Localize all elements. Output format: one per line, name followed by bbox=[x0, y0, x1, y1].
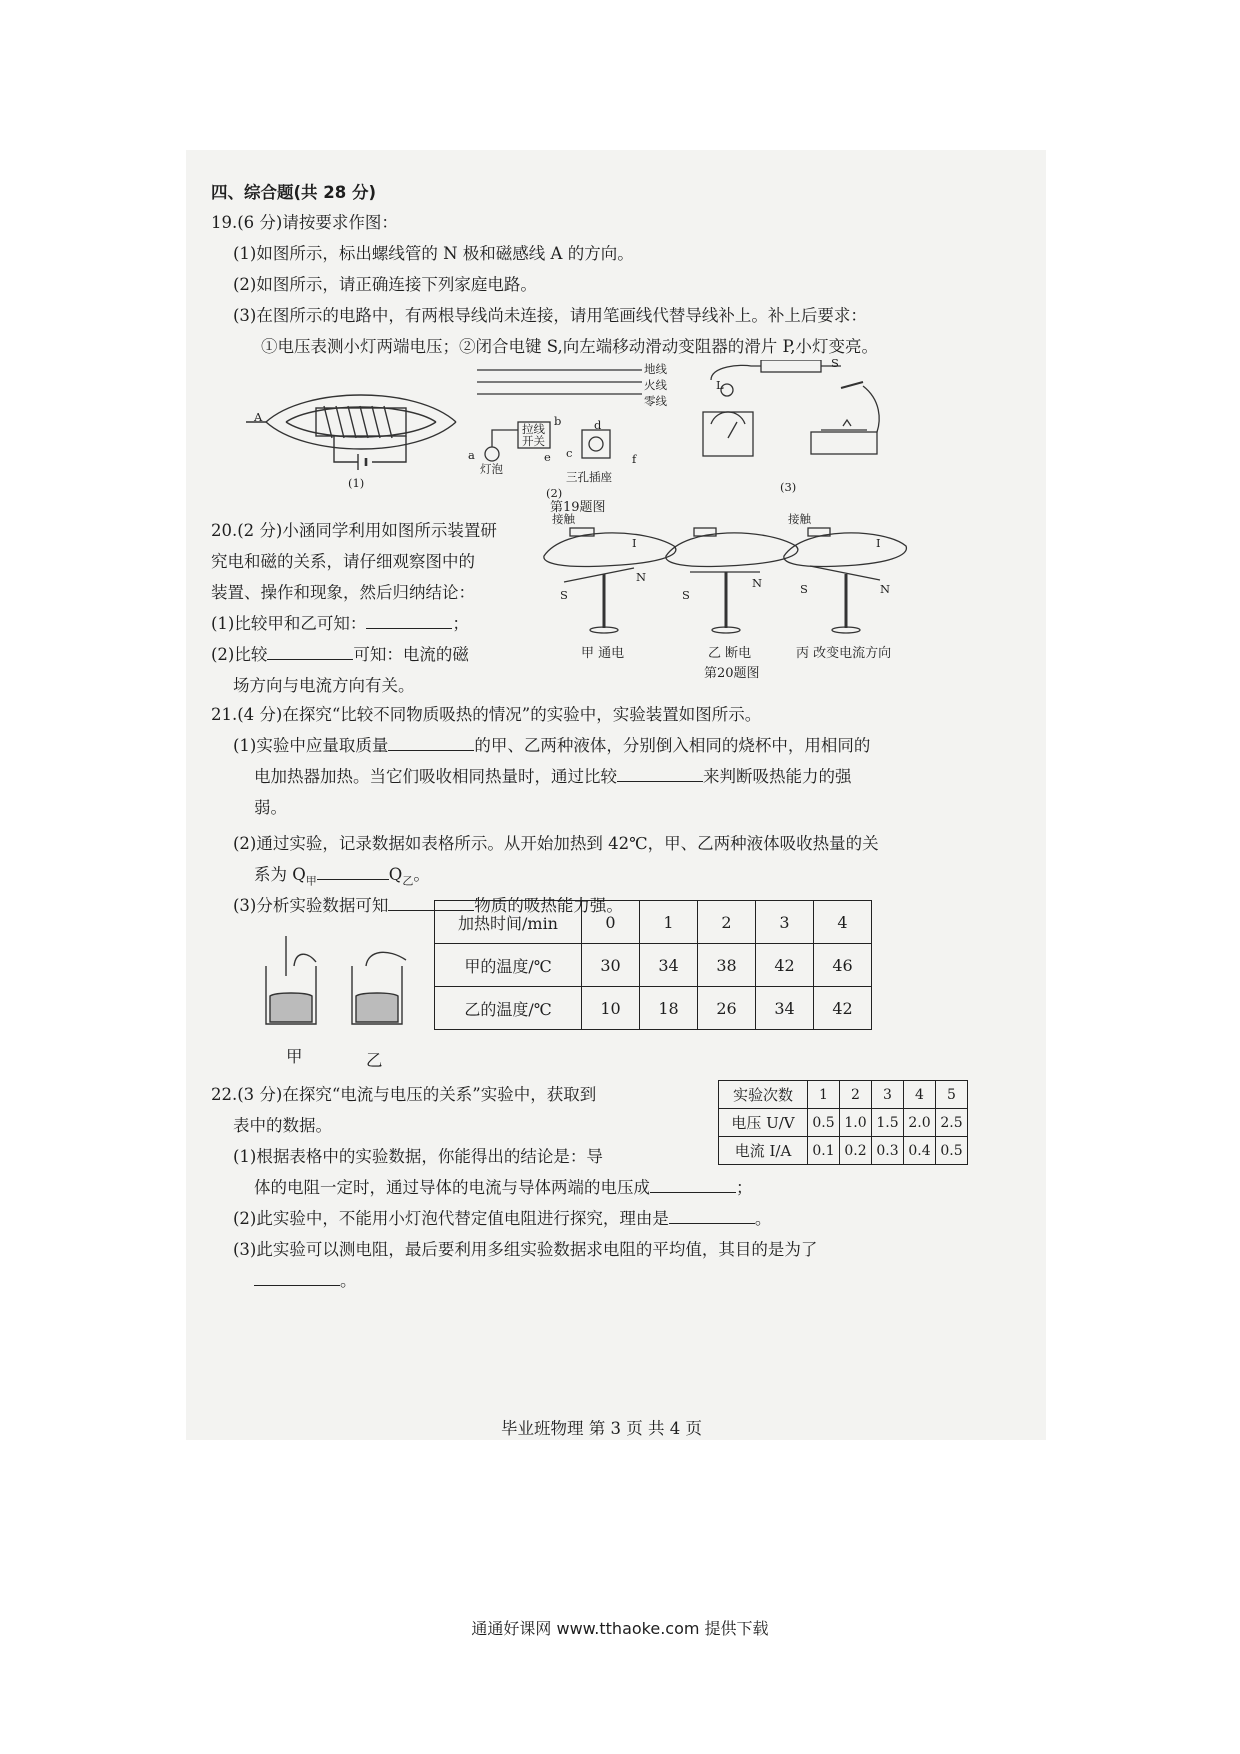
fig19-2-sub: (2) bbox=[546, 486, 563, 500]
q20-part2 bbox=[211, 644, 469, 666]
fig20-S-2: S bbox=[682, 588, 690, 602]
current-voltage-table bbox=[718, 1080, 968, 1165]
q22-line1: 22.(3 分)在探究“电流与电压的关系”实验中，获取到 bbox=[211, 1085, 597, 1104]
q21-part2-text-b: Q bbox=[388, 865, 403, 884]
q19-part3: (3)在图所示的电路中，有两根导线尚未连接，请用笔画线代替导线补上。补上后要求： bbox=[233, 306, 867, 325]
fig19-2-point-e: e bbox=[544, 450, 551, 464]
fig19-2-neutral-wire: 零线 bbox=[644, 394, 667, 408]
q21-answer-blank-1[interactable] bbox=[388, 735, 474, 751]
q22-line5-end: 。 bbox=[754, 1209, 772, 1228]
table-cell: 42 bbox=[814, 987, 872, 1030]
table-cell: 4 bbox=[904, 1081, 936, 1109]
fig20-S-1: S bbox=[560, 588, 568, 602]
q21-answer-blank-2[interactable] bbox=[617, 766, 703, 782]
fig19-1-sub: (1) bbox=[348, 476, 365, 490]
table-cell: 甲的温度/℃ bbox=[435, 944, 582, 987]
heating-data-table bbox=[434, 900, 872, 1030]
table-cell: 38 bbox=[698, 944, 756, 987]
q21-part2-text-c: 。 bbox=[413, 865, 430, 884]
q22-line6: (3)此实验可以测电阻，最后要利用多组实验数据求电阻的平均值，其目的是为了 bbox=[233, 1240, 818, 1259]
table-cell: 46 bbox=[814, 944, 872, 987]
page-footer: 毕业班物理 第 3 页 共 4 页 bbox=[501, 1419, 702, 1438]
fig19-1-label-A: A bbox=[254, 410, 263, 424]
solenoid-figure bbox=[246, 376, 476, 486]
q21-part2-sub-jia: 甲 bbox=[305, 874, 317, 888]
table-cell: 2.0 bbox=[904, 1109, 936, 1137]
fig20-bing-label: 丙 改变电流方向 bbox=[796, 646, 892, 661]
table-cell: 1 bbox=[640, 901, 698, 944]
beaker-jia-label: 甲 bbox=[286, 1047, 303, 1066]
q21-part1-text-c: 电加热器加热。当它们吸收相同热量时，通过比较 bbox=[254, 767, 617, 786]
fig20-current-I-2: I bbox=[876, 536, 881, 550]
table-cell: 电压 U/V bbox=[719, 1109, 808, 1137]
fig20-N-2: N bbox=[752, 576, 763, 590]
table-cell: 乙的温度/℃ bbox=[435, 987, 582, 1030]
table-cell: 0.2 bbox=[840, 1137, 872, 1165]
table-cell: 3 bbox=[872, 1081, 904, 1109]
table-cell: 实验次数 bbox=[719, 1081, 808, 1109]
q19-part3-requirements: ①电压表测小灯两端电压；②闭合电键 S,向左端移动滑动变阻器的滑片 P,小灯变亮。 bbox=[261, 337, 878, 356]
q21-part1-line3: 弱。 bbox=[254, 798, 287, 817]
q20-line1: 20.(2 分)小涵同学利用如图所示装置研 bbox=[211, 521, 497, 540]
fig19-2-point-c: c bbox=[566, 446, 573, 460]
q20-line3: 装置、操作和现象，然后归纳结论： bbox=[211, 583, 475, 602]
q21-part1-text-a: (1)实验中应量取质量 bbox=[233, 736, 389, 755]
table-cell: 0.3 bbox=[872, 1137, 904, 1165]
q21-part2-line2 bbox=[254, 864, 430, 892]
fig20-contact-1: 接触 bbox=[552, 512, 575, 526]
q22-line7-end: 。 bbox=[340, 1271, 357, 1290]
q22-answer-blank-1[interactable] bbox=[650, 1177, 736, 1193]
q20-part2-text-b: 可知：电流的磁 bbox=[353, 645, 469, 664]
table-cell: 1.0 bbox=[840, 1109, 872, 1137]
table-cell: 0.4 bbox=[904, 1137, 936, 1165]
fig19-3-switch-S: S bbox=[831, 356, 839, 370]
table-cell: 2.5 bbox=[936, 1109, 968, 1137]
table-cell: 0.1 bbox=[808, 1137, 840, 1165]
fig20-S-3: S bbox=[800, 582, 808, 596]
table-cell: 42 bbox=[756, 944, 814, 987]
beakers-figure bbox=[256, 936, 426, 1036]
table-cell: 2 bbox=[840, 1081, 872, 1109]
table-cell: 1.5 bbox=[872, 1109, 904, 1137]
fig19-2-bulb: 灯泡 bbox=[480, 462, 503, 476]
fig20-jia-label: 甲 通电 bbox=[581, 646, 625, 661]
fig19-2-point-a: a bbox=[468, 448, 475, 462]
q22-line5 bbox=[233, 1208, 771, 1230]
table-row bbox=[719, 1081, 968, 1109]
q21-part1-line1 bbox=[233, 735, 870, 757]
q22-answer-blank-2[interactable] bbox=[669, 1208, 755, 1224]
q21-part1-text-d: 来判断吸热能力的强 bbox=[703, 767, 852, 786]
q21-part2-line1: (2)通过实验，记录数据如表格所示。从开始加热到 42℃，甲、乙两种液体吸收热量的关 bbox=[233, 834, 879, 853]
fig20-current-I-1: I bbox=[632, 536, 637, 550]
table-cell: 34 bbox=[756, 987, 814, 1030]
table-cell: 0.5 bbox=[808, 1109, 840, 1137]
table-cell: 1 bbox=[808, 1081, 840, 1109]
table-row bbox=[435, 987, 872, 1030]
fig19-2-socket: 三孔插座 bbox=[566, 470, 612, 484]
q20-part1: (1)比较甲和乙可知： ； bbox=[211, 614, 469, 633]
q22-answer-blank-3[interactable] bbox=[254, 1270, 340, 1286]
fig19-2-ground-wire: 地线 bbox=[644, 362, 667, 376]
table-cell: 2 bbox=[698, 901, 756, 944]
q19-part2: (2)如图所示，请正确连接下列家庭电路。 bbox=[233, 275, 537, 294]
exam-page bbox=[186, 150, 1046, 1440]
q22-line7 bbox=[254, 1270, 357, 1292]
q22-line5-text: (2)此实验中，不能用小灯泡代替定值电阻进行探究，理由是 bbox=[233, 1209, 669, 1228]
q19-part1: (1)如图所示，标出螺线管的 N 极和磁感线 A 的方向。 bbox=[233, 244, 634, 263]
q21-part3-text-b: 物质的吸热能力强。 bbox=[474, 896, 623, 915]
table-cell: 0.5 bbox=[936, 1137, 968, 1165]
q22-line3: (1)根据表格中的实验数据，你能得出的结论是：导 bbox=[233, 1147, 603, 1166]
q21-part3-text-a: (3)分析实验数据可知 bbox=[233, 896, 389, 915]
beaker-yi-label: 乙 bbox=[366, 1051, 383, 1070]
fig19-caption: 第19题图 bbox=[550, 500, 606, 515]
fig19-2-pull-switch: 拉线开关 bbox=[522, 422, 545, 448]
fig20-caption: 第20题图 bbox=[704, 666, 760, 681]
q21-part1-text-b: 的甲、乙两种液体，分别倒入相同的烧杯中，用相同的 bbox=[474, 736, 871, 755]
fig19-2-point-d: d bbox=[594, 418, 602, 432]
q22-line4 bbox=[254, 1177, 753, 1199]
section-title: 四、综合题(共 28 分) bbox=[211, 183, 377, 202]
q21-part2-sub-yi: 乙 bbox=[402, 874, 414, 888]
q22-line4-end: ； bbox=[736, 1178, 753, 1197]
fig20-N-3: N bbox=[880, 582, 891, 596]
table-row bbox=[435, 944, 872, 987]
q20-answer-blank-1[interactable] bbox=[366, 613, 452, 629]
table-row bbox=[719, 1137, 968, 1165]
q21-part2-text-a: 系为 Q bbox=[254, 865, 306, 884]
fig19-2-point-b: b bbox=[554, 414, 562, 428]
q20-line6: 场方向与电流方向有关。 bbox=[233, 676, 415, 695]
table-cell: 18 bbox=[640, 987, 698, 1030]
fig19-2-live-wire: 火线 bbox=[644, 378, 667, 392]
q22-line4-text: 体的电阻一定时，通过导体的电流与导体两端的电压成 bbox=[254, 1178, 650, 1197]
table-cell: 加热时间/min bbox=[435, 901, 582, 944]
table-cell: 26 bbox=[698, 987, 756, 1030]
fig19-3-lamp-L: L bbox=[716, 378, 724, 392]
q20-answer-blank-2[interactable] bbox=[267, 644, 353, 660]
table-cell: 30 bbox=[582, 944, 640, 987]
site-footer: 通通好课网 www.tthaoke.com 提供下载 bbox=[471, 1619, 769, 1638]
q19-stem: 19.(6 分)请按要求作图： bbox=[211, 213, 398, 232]
table-cell: 3 bbox=[756, 901, 814, 944]
fig19-2-point-f: f bbox=[632, 452, 637, 466]
q20-line2: 究电和磁的关系，请仔细观察图中的 bbox=[211, 552, 475, 571]
table-cell: 10 bbox=[582, 987, 640, 1030]
q21-part1-line2 bbox=[254, 766, 852, 788]
table-cell: 0 bbox=[582, 901, 640, 944]
q21-stem: 21.(4 分)在探究“比较不同物质吸热的情况”的实验中，实验装置如图所示。 bbox=[211, 705, 762, 724]
oersted-experiment-figure bbox=[534, 516, 910, 656]
q21-answer-blank-3[interactable] bbox=[317, 864, 389, 880]
fig20-yi-label: 乙 断电 bbox=[708, 646, 752, 661]
q20-part1-text: (1)比较甲和乙可知： bbox=[211, 614, 367, 633]
table-cell: 34 bbox=[640, 944, 698, 987]
table-row bbox=[435, 901, 872, 944]
fig19-3-sub: (3) bbox=[780, 480, 797, 494]
table-cell: 5 bbox=[936, 1081, 968, 1109]
fig20-contact-2: 接触 bbox=[788, 512, 811, 526]
table-cell: 电流 I/A bbox=[719, 1137, 808, 1165]
q20-part2-text-a: (2)比较 bbox=[211, 645, 268, 664]
q22-line2: 表中的数据。 bbox=[233, 1116, 332, 1135]
table-row bbox=[719, 1109, 968, 1137]
table-cell: 4 bbox=[814, 901, 872, 944]
fig20-N-1: N bbox=[636, 570, 647, 584]
